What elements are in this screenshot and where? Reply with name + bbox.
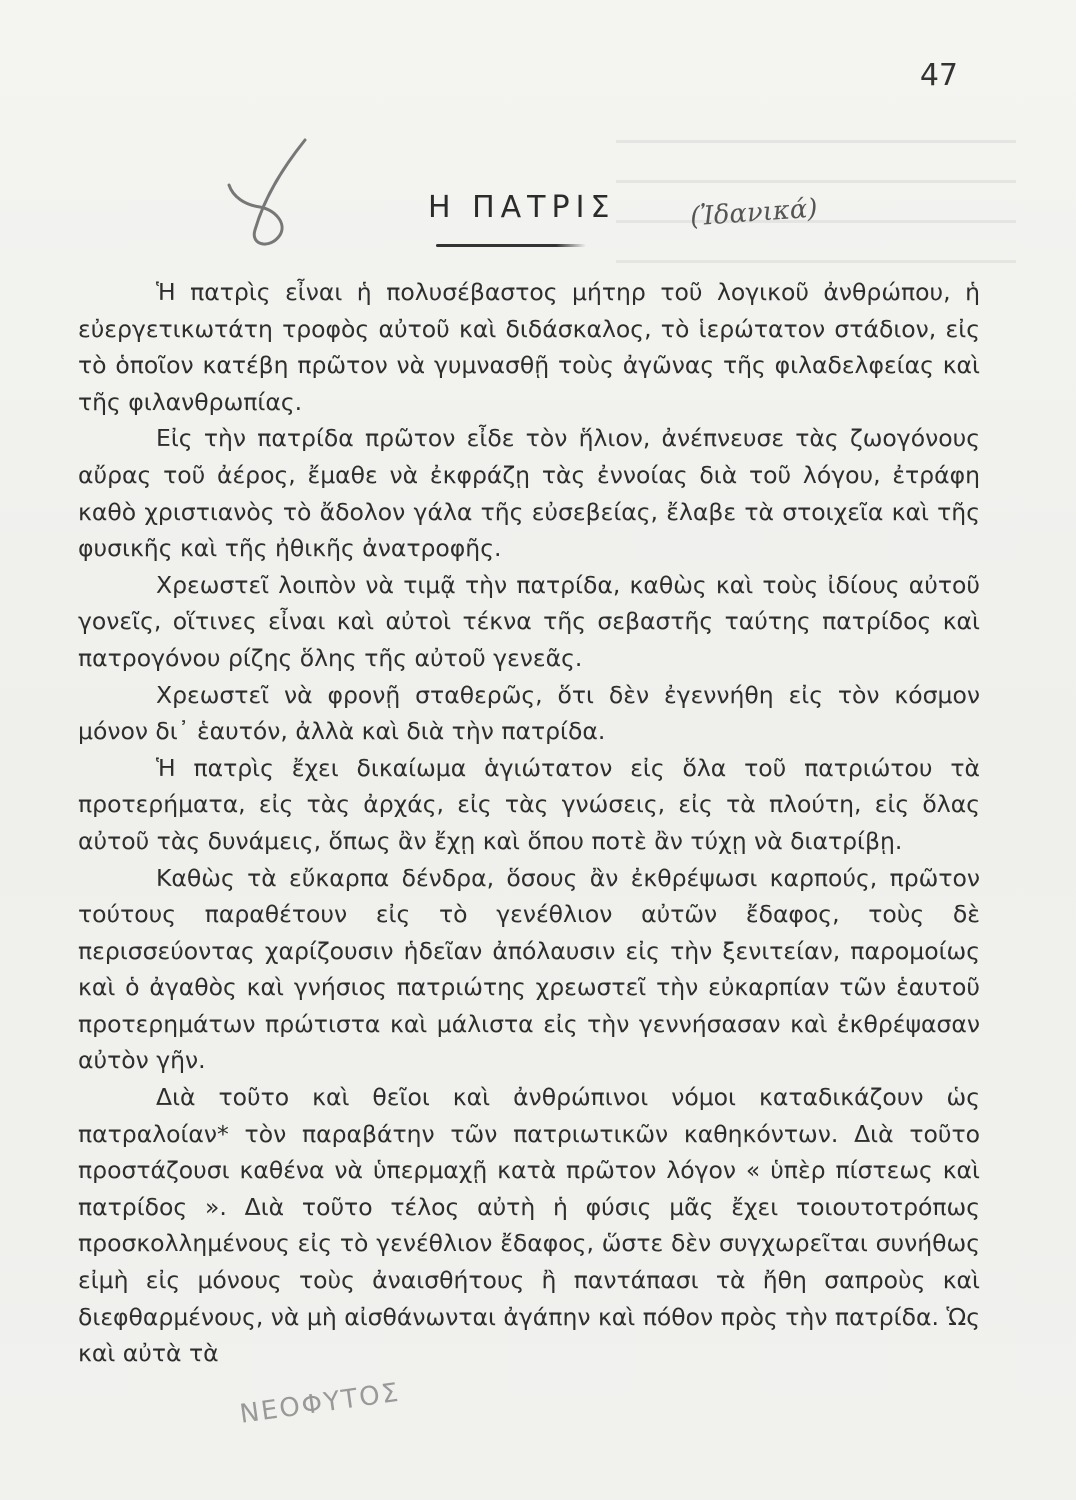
paragraph: Χρεωστεῖ λοιπὸν νὰ τιμᾷ τὴν πατρίδα, καθὼς καὶ τοὺς ἰδίους αὐτοῦ γονεῖς, οἵτινες εἶναι καὶ αὐτοὶ τέκνα τῆς σεβαστῆς ταύτης πατρίδος καὶ πατρογόνου ρίζης ὅλης τῆς αὐτοῦ γενεᾶς. xyxy=(78,570,980,672)
paragraph: Χρεωστεῖ νὰ φρονῇ σταθερῶς, ὅτι δὲν ἐγεννήθη εἰς τὸν κόσμον μόνον δι᾿ ἑαυτόν, ἀλλὰ καὶ διὰ τὴν πατρίδα. xyxy=(78,680,980,746)
handwritten-note: (Ἰδανικά) xyxy=(689,193,819,233)
body-text xyxy=(78,274,980,1372)
paragraph: Ἡ πατρὶς ἔχει δικαίωμα ἁγιώτατον εἰς ὅλα τοῦ πατριώτου τὰ προτερήματα, εἰς τὰς ἀρχάς, εἰς τὰς γνώσεις, εἰς τὰ πλούτη, εἰς ὅλας αὐτοῦ τὰς δυνάμεις, ὅπως ἂν ἔχῃ καὶ ὅπου ποτὲ ἂν τύχῃ νὰ διατρίβῃ. xyxy=(78,753,980,855)
paragraph: Καθὼς τὰ εὔκαρπα δένδρα, ὅσους ἂν ἐκθρέψωσι καρπούς, πρῶτον τούτους παραθέτουν εἰς τὸ γενέθλιον αὐτῶν ἔδαφος, τοὺς δὲ περισσεύοντας χαρίζουσιν ἡδεῖαν ἀπόλαυσιν εἰς τὴν ξενιτείαν, παρομοίως καὶ ὁ ἀγαθὸς καὶ γνήσιος πατριώτης χρεωστεῖ τὴν εὐκαρπίαν τῶν ἑαυτοῦ προτερημάτων πρώτιστα καὶ μάλιστα εἰς τὴν γεννήσασαν καὶ ἐκθρέψασαν αὐτὸν γῆν. xyxy=(78,863,980,1075)
paragraph: Διὰ τοῦτο καὶ θεῖοι καὶ ἀνθρώπινοι νόμοι καταδικάζουν ὡς πατραλοίαν* τὸν παραβάτην τῶν πατριωτικῶν καθηκόντων. Διὰ τοῦτο προστάζουσι καθένα νὰ ὑπερμαχῇ κατὰ πρῶτον λόγον « ὑπὲρ πίστεως καὶ πατρίδος ». Διὰ τοῦτο τέλος αὐτὴ ἡ φύσις μᾶς ἔχει τοιουτοτρόπως προσκολλημένους εἰς τὸ γενέθλιον ἔδαφος, ὥστε δὲν συγχωρεῖται συνήθως εἰμὴ εἰς μόνους τοὺς ἀναισθήτους ἢ παντάπασι τὰ ἤθη σαπροὺς καὶ διεφθαρμένους, νὰ μὴ αἰσθάνωνται ἀγάπην καὶ πόθον πρὸς τὴν πατρίδα. Ὡς καὶ αὐτὰ τὰ xyxy=(78,1083,980,1368)
handwritten-footer: ΝΕΟΦΥΤΟΣ xyxy=(237,1377,402,1430)
page-title: Η ΠΑΤΡΙΣ xyxy=(428,190,616,225)
page-number: 47 xyxy=(919,58,958,93)
paragraph: Εἰς τὴν πατρίδα πρῶτον εἶδε τὸν ἥλιον, ἀνέπνευσε τὰς ζωογόνους αὔρας τοῦ ἀέρος, ἔμαθε νὰ ἐκφράζῃ τὰς ἐννοίας διὰ τοῦ λόγου, ἐτράφη καθὸ χριστιανὸς τὸ ἄδολον γάλα τῆς εὐσεβείας, ἔλαβε τὰ στοιχεῖα καὶ τῆς φυσικῆς καὶ τῆς ἠθικῆς ἀνατροφῆς. xyxy=(78,424,980,563)
title-underline xyxy=(436,244,586,247)
paragraph: Ἡ πατρὶς εἶναι ἡ πολυσέβαστος μήτηρ τοῦ λογικοῦ ἀνθρώπου, ἡ εὐεργετικωτάτη τροφὸς αὐτοῦ καὶ διδάσκαλος, τὸ ἱερώτατον στάδιον, εἰς τὸ ὁποῖον κατέβη πρῶτον νὰ γυμνασθῇ τοὺς ἀγῶνας τῆς φιλαδελφείας καὶ τῆς φιλανθρωπίας. xyxy=(78,278,980,416)
title-block xyxy=(0,190,1076,250)
